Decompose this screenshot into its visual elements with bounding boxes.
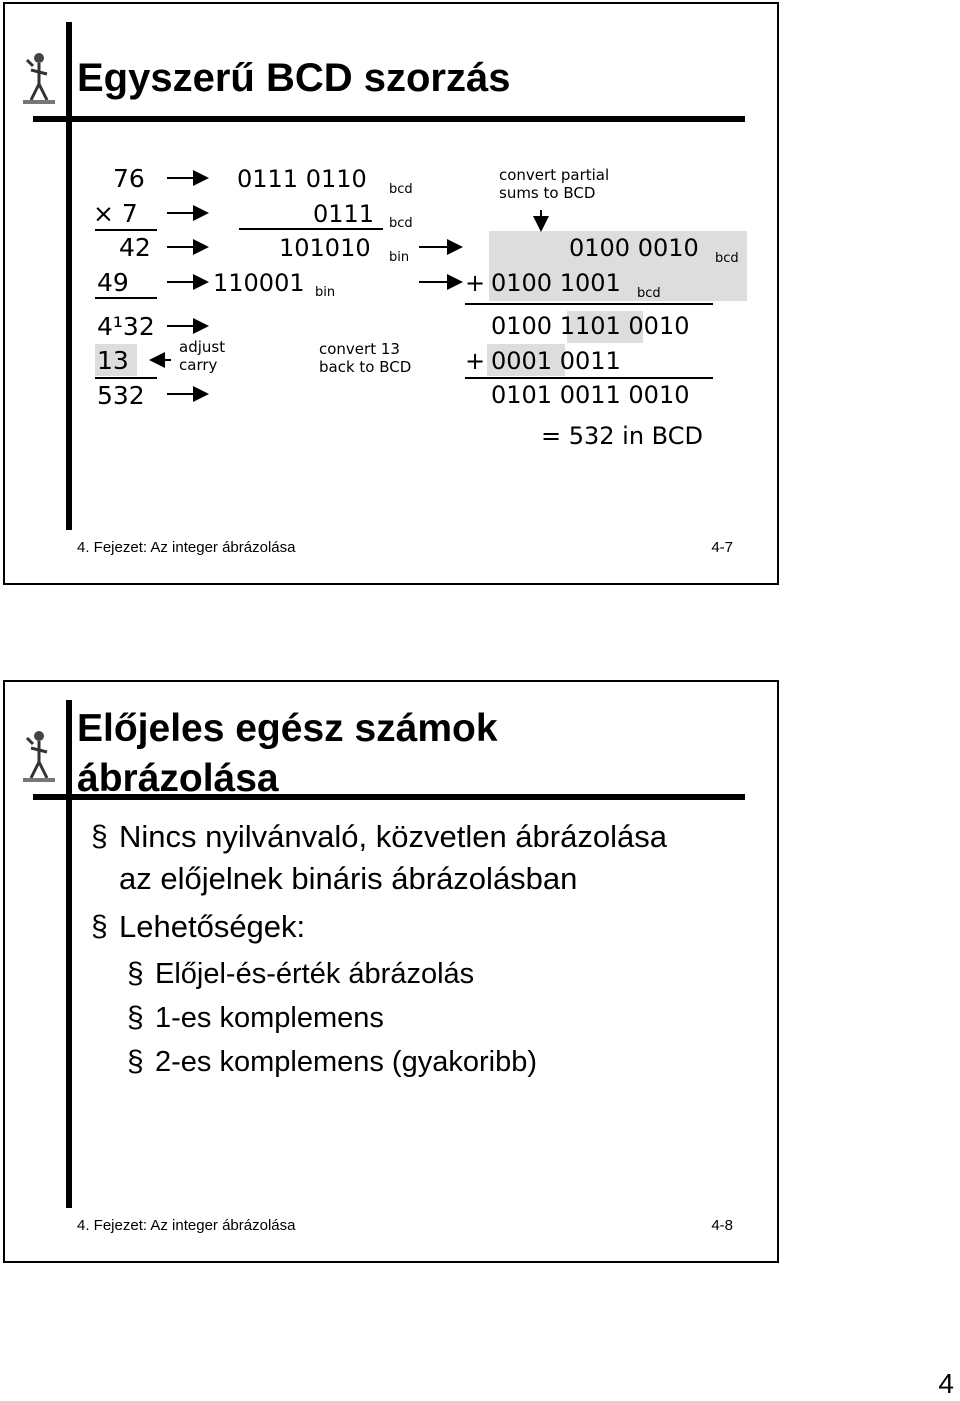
vertical-rule (66, 22, 72, 530)
section-marker-icon: § (127, 1001, 144, 1034)
plus-sign: + (465, 347, 486, 375)
footer-page: 4-8 (711, 1217, 733, 1234)
section-marker-icon: § (127, 1045, 144, 1078)
svg-text:bcd: bcd (389, 216, 413, 231)
page-number: 4 (938, 1368, 954, 1399)
mid-01110110: 0111 0110 (237, 165, 367, 193)
slide-title-line1: Előjeles egész számok (77, 707, 498, 750)
left-42: 42 (119, 233, 151, 262)
slide-4-8: Előjeles egész számok ábrázolása § Nincs nyilvánvaló, közvetlen ábrázolása az előjelnek bináris ábrázolásban § Lehetőségek: § Előjel-és-érték ábrázolás § 1-es komplemens § 2-es komplemens (gyakoribb) 4. Fejezet: Az integer ábrázolása 4-8 (3, 680, 779, 1263)
bcd-multiplication-figure (83, 154, 753, 454)
svg-text:sums to BCD: sums to BCD (499, 184, 596, 202)
footer-chapter: 4. Fejezet: Az integer ábrázolása (77, 1217, 296, 1234)
svg-text:carry: carry (179, 356, 218, 374)
mid-110001: 110001 (213, 269, 305, 297)
note-convert-partial: convert partial (499, 166, 610, 184)
svg-text:bcd: bcd (637, 286, 661, 301)
slide-title (77, 704, 498, 804)
left-x7: × 7 (93, 199, 138, 228)
mascot-logo-icon (19, 728, 59, 784)
footer-page: 4-7 (711, 539, 733, 556)
mid-101010: 101010 (279, 234, 371, 262)
left-13: 13 (97, 346, 129, 375)
svg-text:bcd: bcd (715, 251, 739, 266)
vertical-rule (66, 700, 72, 1208)
slide-title-line2: ábrázolása (77, 757, 279, 800)
mid-0111: 0111 (313, 200, 375, 228)
right-01000010: 0100 0010 (569, 234, 699, 262)
svg-text:bcd: bcd (389, 182, 413, 197)
section-marker-icon: § (127, 957, 144, 990)
svg-text:back to BCD: back to BCD (319, 358, 412, 376)
result-532-bcd: = 532 in BCD (541, 422, 703, 450)
left-432: 4¹32 (97, 312, 155, 341)
left-49: 49 (97, 268, 129, 297)
right-00010011: 0001 0011 (491, 347, 621, 375)
note-adjust-carry: adjust (179, 338, 226, 356)
section-marker-icon: § (91, 820, 108, 853)
note-convert-13: convert 13 (319, 340, 400, 358)
left-532: 532 (97, 381, 145, 410)
slide-4-7 (3, 2, 779, 585)
right-010011010010: 0100 1101 0010 (491, 312, 690, 340)
svg-text:bin: bin (315, 285, 336, 300)
mascot-logo-icon (19, 50, 59, 106)
left-76: 76 (113, 164, 145, 193)
plus-sign: + (465, 269, 486, 297)
right-01001001: 0100 1001 (491, 269, 621, 297)
right-010100110010: 0101 0011 0010 (491, 381, 690, 409)
horizontal-rule (33, 116, 745, 122)
slide-title: Egyszerű BCD szorzás (77, 56, 511, 100)
svg-text:bin: bin (389, 250, 410, 265)
footer-chapter: 4. Fejezet: Az integer ábrázolása (77, 539, 296, 556)
section-marker-icon: § (91, 910, 108, 943)
